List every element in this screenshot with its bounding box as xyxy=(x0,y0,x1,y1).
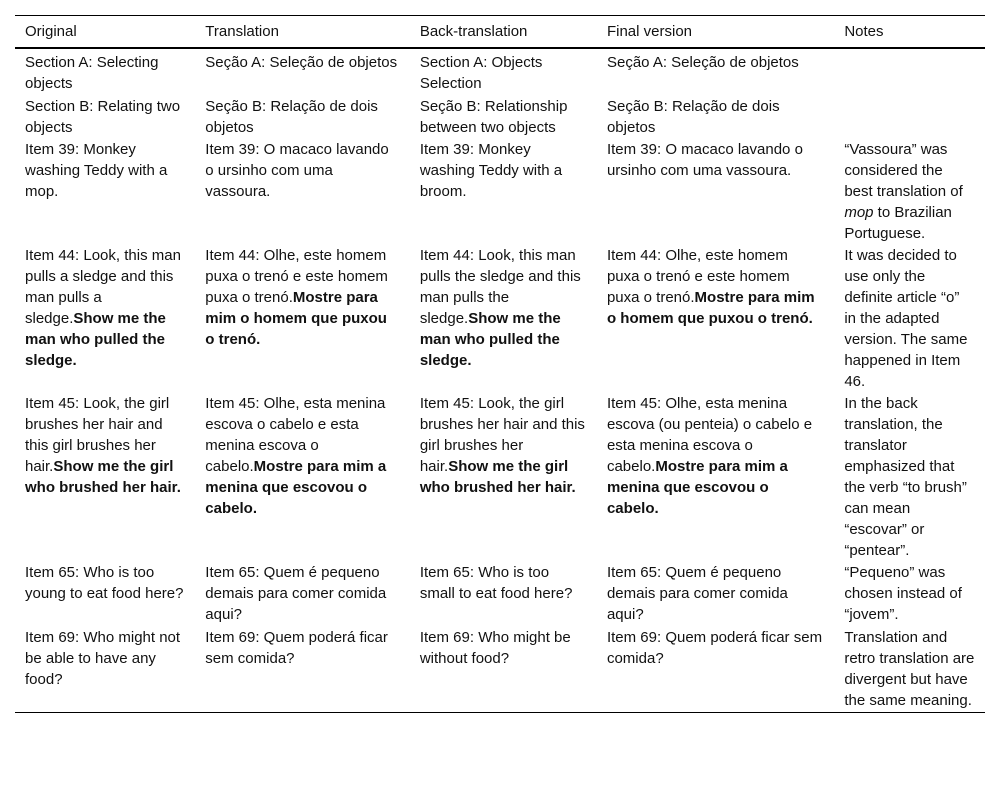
table-header xyxy=(15,16,985,49)
cell-notes: Translation and retro translation are divergent but have the same meaning. xyxy=(844,629,975,709)
item-prompt: Mostre para mim a menina que escovou o cabelo. xyxy=(606,458,788,517)
cell-translation xyxy=(195,393,410,562)
cell-final-version: Seção B: Relação de dois objetos xyxy=(606,98,780,136)
cell-original: Section B: Relating two objects xyxy=(25,98,181,136)
table-row xyxy=(15,139,985,245)
item-prompt: Show me the man who pulled the sledge. xyxy=(419,310,561,369)
item-text: Item 45: Olhe, esta menina escova o cabelo e esta menina escova o cabelo. xyxy=(205,395,386,475)
cell-translation xyxy=(195,245,410,393)
cell-back-translation: Item 69: Who might be without food? xyxy=(419,629,571,667)
table-row xyxy=(15,562,985,626)
item-text: Item 45: Olhe, esta menina escova (ou penteia) o cabelo e esta menina escova o cabelo. xyxy=(606,395,813,475)
cell-original: Item 69: Who might not be able to have any food? xyxy=(25,629,181,688)
cell-back-translation xyxy=(410,245,597,393)
cell-notes xyxy=(834,48,985,95)
cell-final-version: Seção A: Seleção de objetos xyxy=(606,54,799,71)
cell-notes xyxy=(834,139,985,245)
cell-original: Section A: Selecting objects xyxy=(25,54,159,92)
cell-back-translation xyxy=(410,393,597,562)
cell-notes: “Pequeno” was chosen instead of “jovem”. xyxy=(844,564,962,623)
cell-original: Item 65: Who is too young to eat food here? xyxy=(25,564,184,602)
header-final-version: Final version xyxy=(606,23,693,40)
cell-notes xyxy=(834,95,985,139)
table-row xyxy=(15,48,985,95)
item-prompt: Mostre para mim a menina que escovou o cabelo. xyxy=(205,458,387,517)
cell-translation: Seção A: Seleção de objetos xyxy=(205,54,398,71)
header-original: Original xyxy=(25,23,77,40)
cell-final-version: Item 69: Quem poderá ficar sem comida? xyxy=(606,629,823,667)
item-prompt: Show me the man who pulled the sledge. xyxy=(25,310,166,369)
item-text: Item 44: Olhe, este homem puxa o trenó e este homem puxa o trenó. xyxy=(606,247,790,306)
table-row xyxy=(15,245,985,393)
item-text: Item 45: Look, the girl brushes her hair and this girl brushes her hair. xyxy=(25,395,170,475)
translation-table-container xyxy=(15,15,985,713)
item-text: Item 44: Look, this man pulls the sledge and this man pulls the sledge. xyxy=(419,247,581,327)
table-row xyxy=(15,626,985,713)
header-translation: Translation xyxy=(205,23,279,40)
translation-table xyxy=(15,15,985,713)
header-back-translation: Back-translation xyxy=(419,23,528,40)
cell-translation: Item 39: O macaco lavando o ursinho com uma vassoura. xyxy=(205,141,389,200)
cell-back-translation: Item 39: Monkey washing Teddy with a broom. xyxy=(419,141,563,200)
cell-original xyxy=(15,245,195,393)
cell-notes: In the back translation, the translator emphasized that the verb “to brush” can mean “escovar” or “pentear”. xyxy=(844,395,967,559)
item-text: Item 44: Olhe, este homem puxa o trenó e este homem puxa o trenó. xyxy=(205,247,388,306)
notes-text: “Vassoura” was considered the best translation of xyxy=(844,141,963,200)
table-body xyxy=(15,48,985,713)
item-text: Item 44: Look, this man pulls a sledge and this man pulls a sledge. xyxy=(25,247,181,327)
header-row xyxy=(15,16,985,49)
cell-final-version xyxy=(597,245,834,393)
notes-emphasis: mop xyxy=(844,204,874,221)
cell-back-translation: Seção B: Relationship between two objects xyxy=(419,98,568,136)
item-prompt: Mostre para mim o homem que puxou o trenó. xyxy=(205,289,387,348)
notes-text: to Brazilian Portuguese. xyxy=(844,204,952,242)
item-prompt: Show me the girl who brushed her hair. xyxy=(419,458,576,496)
cell-back-translation: Item 65: Who is too small to eat food here? xyxy=(419,564,573,602)
cell-final-version: Item 39: O macaco lavando o ursinho com uma vassoura. xyxy=(606,141,803,179)
cell-original: Item 39: Monkey washing Teddy with a mop. xyxy=(25,141,168,200)
item-prompt: Show me the girl who brushed her hair. xyxy=(25,458,181,496)
cell-translation: Item 65: Quem é pequeno demais para comer comida aqui? xyxy=(205,564,387,623)
item-text: Item 45: Look, the girl brushes her hair and this girl brushes her hair. xyxy=(419,395,585,475)
cell-back-translation: Section A: Objects Selection xyxy=(419,54,543,92)
header-notes: Notes xyxy=(844,23,884,40)
cell-translation: Seção B: Relação de dois objetos xyxy=(205,98,378,136)
table-row xyxy=(15,393,985,562)
cell-final-version: Item 65: Quem é pequeno demais para comer comida aqui? xyxy=(606,564,788,623)
cell-notes: It was decided to use only the definite article “o” in the adapted version. The same happened in Item 46. xyxy=(844,247,968,390)
cell-original xyxy=(15,393,195,562)
table-row xyxy=(15,95,985,139)
cell-translation: Item 69: Quem poderá ficar sem comida? xyxy=(205,629,388,667)
cell-final-version xyxy=(597,393,834,562)
item-prompt: Mostre para mim o homem que puxou o trenó. xyxy=(606,289,815,327)
